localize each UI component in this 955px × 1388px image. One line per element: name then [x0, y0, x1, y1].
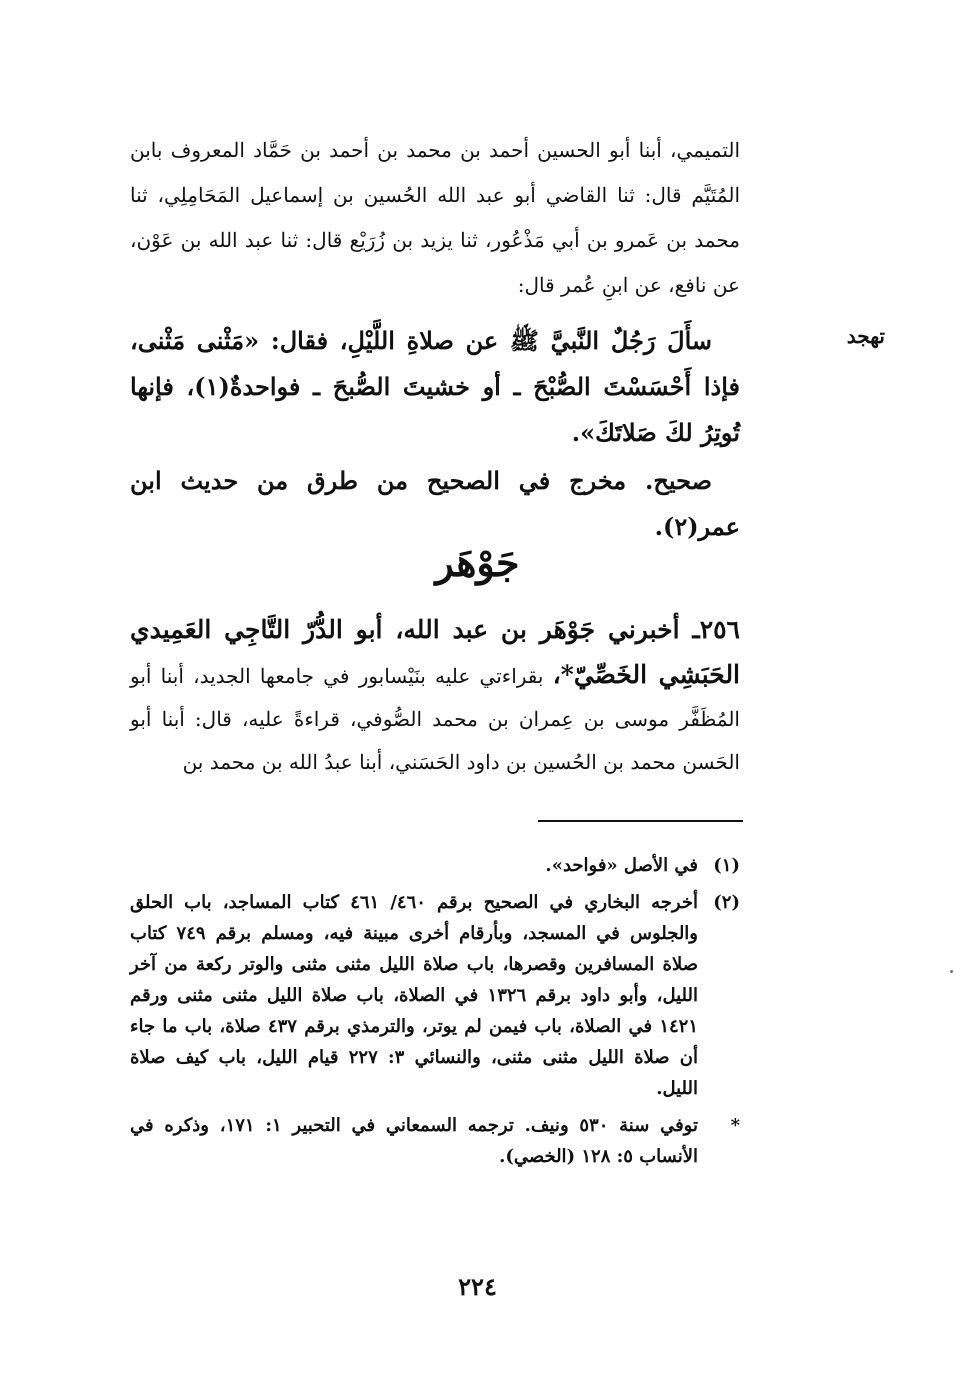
footnote-separator: [538, 820, 743, 822]
entry-lead: ٢٥٦ـ أخبرني جَوْهَر بن عبد الله، أبو الدُّرّ التَّاجِي العَمِيدي الحَبَشِي الخَصِّيّ*،: [130, 615, 741, 689]
page-number: ٢٢٤: [458, 1272, 497, 1301]
footnote-text: توفي سنة ٥٣٠ ونيف. ترجمه السمعاني في التحبير ١: ١٧١، وذكره في الأنساب ٥: ١٢٨ (الخصي).: [130, 1115, 698, 1167]
margin-note: تهجد: [846, 324, 885, 348]
footnote-marker: *: [730, 1115, 740, 1136]
footnote-star: [130, 1110, 740, 1172]
verdict-paragraph: [130, 458, 740, 550]
isnad-paragraph: [130, 128, 740, 308]
entry-text: [130, 608, 740, 784]
isnad-text: التميمي، أبنا أبو الحسين أحمد بن محمد بن أحمد بن حَمَّاد المعروف بابن المُتَيَّم قال: ثنا القاضي أبو عبد الله الحُسين بن إسماعيل المَحَامِلِي، ثنا محمد بن عَمرو بن أبي مَذْعُور، ثنا يزيد بن زُرَيْع قال: ثنا عبد الله بن عَوْن، عن نافع، عن ابنِ عُمر قال:: [130, 138, 740, 297]
footnote-text: في الأصل «فواحد».: [545, 855, 698, 876]
scan-speck: [950, 970, 953, 973]
verdict-text: صحيح. مخرج في الصحيح من طرق من حديث ابن عمر(٢).: [130, 466, 740, 541]
hadith-text: سأَلَ رَجُلٌ النَّبيَّ ﷺ عن صلاةِ اللَّيْلِ، فقال: «مَثْنى مَثْنى، فإذا أَحْسَسْتَ الصُّبْحَ ـ أو خشيتَ الصُّبحَ ـ فواحدةٌ(١)، فإنها تُوتِرُ لكَ صَلاتَكَ».: [130, 326, 740, 447]
footnote-1: [130, 850, 740, 881]
entry-paragraph: [130, 608, 740, 784]
section-heading: جَوْهَر: [435, 540, 520, 585]
footnotes: [130, 850, 740, 1178]
footnote-marker: (٢): [713, 892, 740, 913]
entry-rest: بقراءتي عليه بنَيْسابور في جامعها الجديد، أبنا أبو المُظَفَّر موسى بن عِمران بن محمد الصُّوفي، قراءةً عليه، قال: أبنا أبو الحَسن محمد بن الحُسين بن داود الحَسَني، أبنا عبدُ الله بن محمد بن: [130, 664, 740, 774]
hadith-paragraph: [130, 318, 740, 456]
footnote-marker: (١): [713, 855, 740, 876]
footnote-2: [130, 887, 740, 1104]
footnote-text: أخرجه البخاري في الصحيح برقم ٤٦٠/ ٤٦١ كتاب المساجد، باب الحلق والجلوس في المسجد، وبأرقام أخرى مبينة فيه، ومسلم برقم ٧٤٩ كتاب صلاة المسافرين وقصرها، باب صلاة الليل مثنى مثنى والوتر ركعة من آخر الليل، وأبو داود برقم ١٣٢٦ في الصلاة، باب صلاة الليل مثنى مثنى ورقم ١٤٢١ في الصلاة، باب فيمن لم يوتر، والترمذي برقم ٤٣٧ صلاة، باب ما جاء أن صلاة الليل مثنى مثنى، والنسائي ٣: ٢٢٧ قيام الليل، باب كيف صلاة الليل.: [130, 892, 699, 1099]
